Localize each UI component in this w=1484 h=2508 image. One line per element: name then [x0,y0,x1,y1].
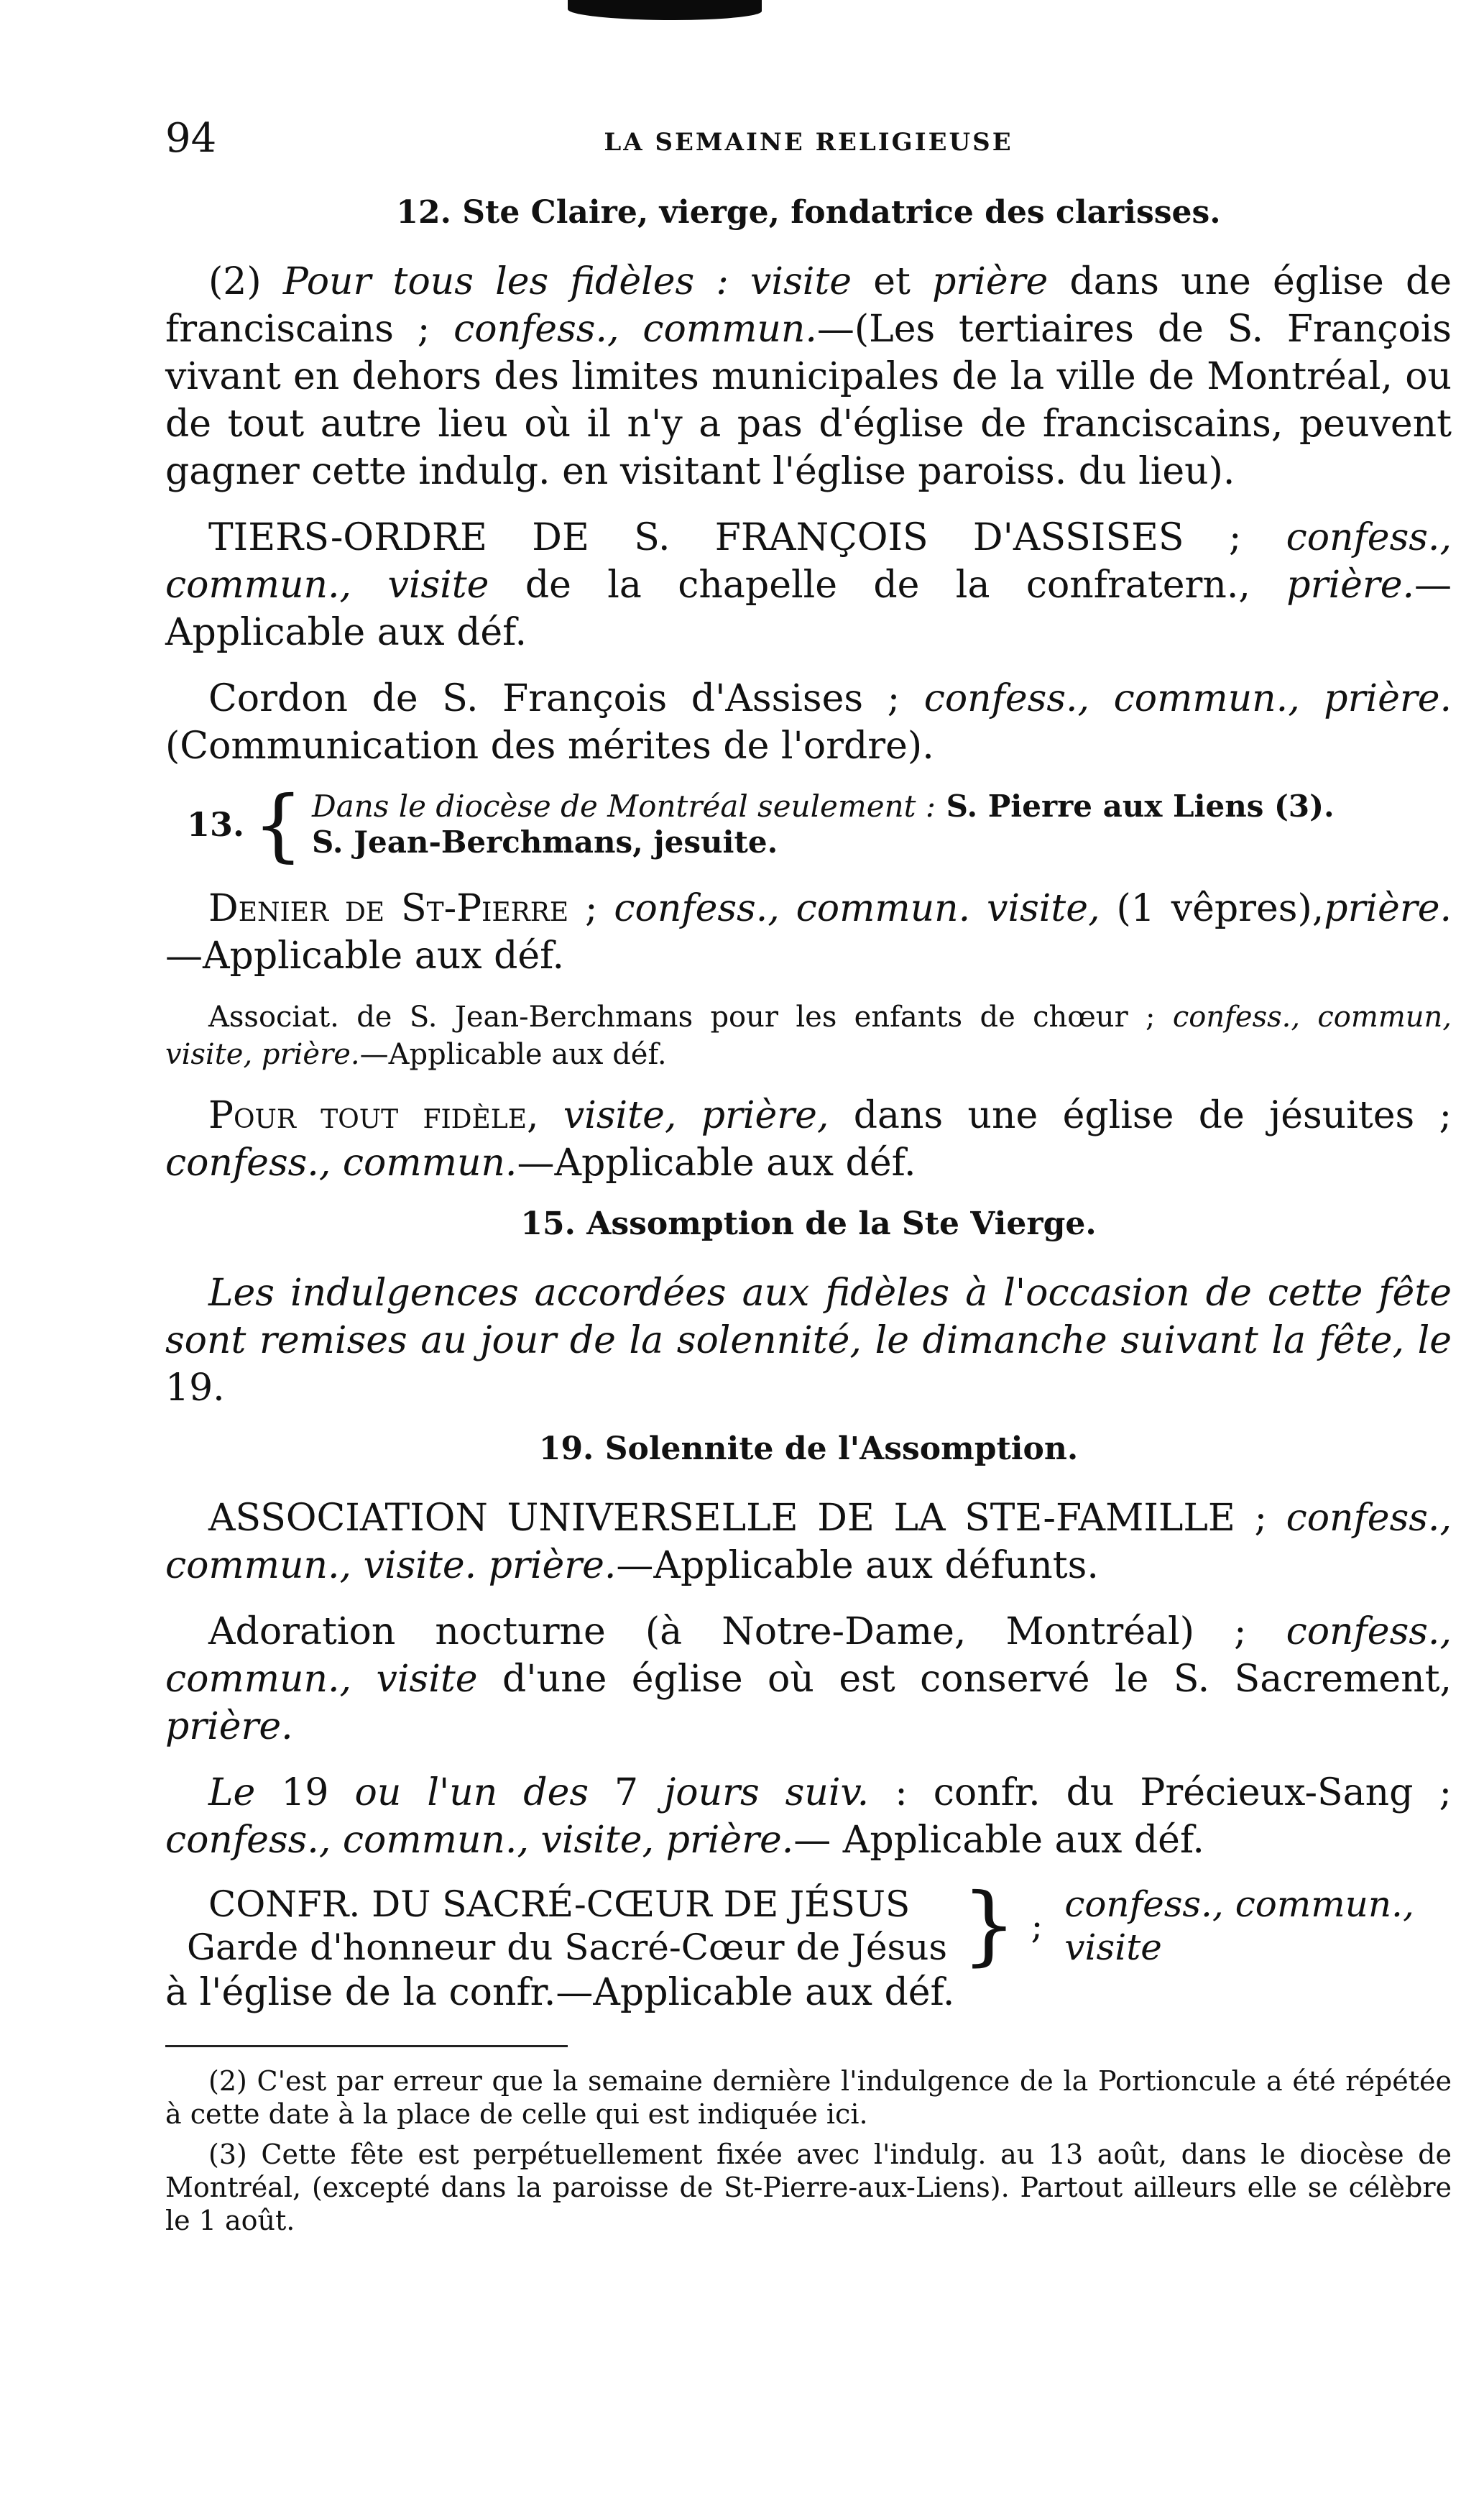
confraternity-titles [165,1875,1452,1975]
footnote-rule [165,2045,568,2047]
text-run: et [852,260,933,303]
text-run: —Applicable aux défunts. [616,1544,1099,1587]
text-run: —Applicable aux déf. [359,1038,667,1071]
text-run: Le [208,1771,256,1814]
day-12-paragraph-3 [165,675,1452,770]
day-13-lines [312,789,1335,860]
text-run: dans une église de jésuites ; [829,1094,1452,1137]
text-run: Denier de St-Pierre [208,887,569,930]
text-run: : confr. du Précieux-Sang ; [869,1771,1452,1814]
text-run: prière. [1324,887,1452,930]
ink-blot [568,0,762,20]
confr-title-1: CONFR. DU SACRÉ-CŒUR DE JÉSUS [208,1883,911,1925]
brace-glyph: } [962,1875,1017,1975]
text-run: Pour tout fidèle, [208,1094,563,1137]
day-15-paragraph [165,1269,1452,1412]
day-19-paragraph-4 [165,1875,1452,2016]
text-run: dans une église de franciscains ; [165,260,1452,351]
day-19-heading: 19. Solennite de l'Assomption. [538,1430,1079,1467]
text-run: — Applicable aux déf. [165,564,1452,654]
text-run: confess., commun., visite [1064,1883,1414,1968]
text-run: de la chapelle de la confratern., [489,564,1287,607]
text-run: ASSOCIATION UNIVERSELLE DE LA STE-FAMILLE ; [208,1497,1286,1540]
text-run: (Communication des mérites de l'ordre). [165,725,934,768]
page-header [165,115,1452,165]
day-19-paragraph-1 [165,1494,1452,1589]
text-run: 19. [165,1366,225,1410]
text-run: ou l'un des [354,1771,589,1814]
text-run: 7 [589,1771,665,1814]
day-13-paragraph-1 [165,885,1452,980]
text-run: prière. [165,1705,293,1748]
day-13-paragraph-2 [165,998,1452,1073]
text-run: Cordon de S. François d'Assises ; [208,677,924,720]
brace-glyph: { [253,778,304,871]
text-run: Adoration nocturne (à Notre-Dame, Montréal) ; [208,1610,1286,1653]
running-head: LA SEMAINE RELIGIEUSE [604,128,1013,157]
text-run: ; [568,887,614,930]
text-run: Pour tous les fidèles : visite [282,260,852,303]
text-run: confess., commun, visite, prière. [165,1001,1452,1071]
text-run: prière [932,260,1049,303]
text-run: — Applicable aux déf. [793,1819,1204,1862]
page-number: 94 [165,115,217,162]
text-run: S. Pierre aux Liens (3). [936,789,1335,824]
day-19-paragraph-4-end [165,1969,1452,2016]
text-run: Associat. de S. Jean-Berchmans pour les enfants de chœur ; [208,1001,1173,1034]
text-run: confess., commun. [453,308,817,351]
text-run: jours suiv. [664,1771,870,1814]
title-lines [165,1883,947,1969]
text-run: confess., commun., prière. [923,677,1452,720]
text-run: prière. [1286,564,1415,607]
text-run: visite, prière, [563,1094,829,1137]
text-run: —Applicable aux déf. [517,1142,916,1185]
text-run: confess., commun., visite [165,516,1452,607]
text-run: TIERS-ORDRE DE S. FRANÇOIS D'ASSISES ; [208,516,1286,559]
text-run: (2) [208,260,283,303]
day-13-number: 13. [187,805,245,844]
text-run: à l'église de la confr.—Applicable aux déf. [165,1971,955,2014]
text-run: confess., commun. visite, [614,887,1100,930]
text-run: Dans le diocèse de Montréal seulement : [312,789,936,824]
text-run: Les indulgences accordées aux fidèles à l'occasion de cette fête sont remises au jour de la solennité, le dimanche suivant la fête, le [165,1272,1452,1362]
text-run: S. Jean-Berchmans, jesuite. [312,824,778,860]
footnotes [165,2064,1452,2237]
text-run: confess., commun., visite, prière. [165,1819,794,1862]
day-19-paragraph-2 [165,1608,1452,1750]
day-19-paragraph-3 [165,1769,1452,1864]
text-run: 19 [255,1771,355,1814]
day-12-heading: 12. Ste Claire, vierge, fondatrice des clarisses. [396,194,1221,231]
text-run: —(Les tertiaires de S. François vivant en dehors des limites municipales de la ville de Montréal, ou de tout autre lieu où il n'y a pas d'église de franciscains, peuvent gagner cette indulg. en visitant l'église paroiss. du lieu). [165,308,1452,493]
text-run: —Applicable aux déf. [165,934,565,978]
text-run: confess., commun., visite [165,1610,1452,1701]
text-run: confess., commun., visite. prière. [165,1497,1452,1587]
text-run: (1 vêpres), [1100,887,1324,930]
day-13-paragraph-3 [165,1092,1452,1187]
day-13-heading [187,778,1452,871]
footnote-3: (3) Cette fête est perpétuellement fixée avec l'indulg. au 13 août, dans le diocèse de Montréal, (excepté dans la paroisse de St-Pierre-aux-Liens). Partout ailleurs elle se célèbre le 1 août. [165,2139,1452,2236]
footnote-2: (2) C'est par erreur que la semaine dernière l'indulgence de la Portioncule a été répétée à cette date à la place de celle qui est indiquée ici. [165,2065,1452,2130]
day-12-paragraph-1 [165,258,1452,495]
text-run: ; [1031,1905,1043,1947]
confr-title-2: Garde d'honneur du Sacré-Cœur de Jésus [187,1926,948,1968]
day-15-heading: 15. Assomption de la Ste Vierge. [520,1205,1097,1242]
page-content [165,194,1452,2244]
text-run: confess., commun. [165,1142,517,1185]
text-run: d'une église où est conservé le S. Sacrement, [477,1658,1452,1701]
day-12-paragraph-2 [165,514,1452,656]
